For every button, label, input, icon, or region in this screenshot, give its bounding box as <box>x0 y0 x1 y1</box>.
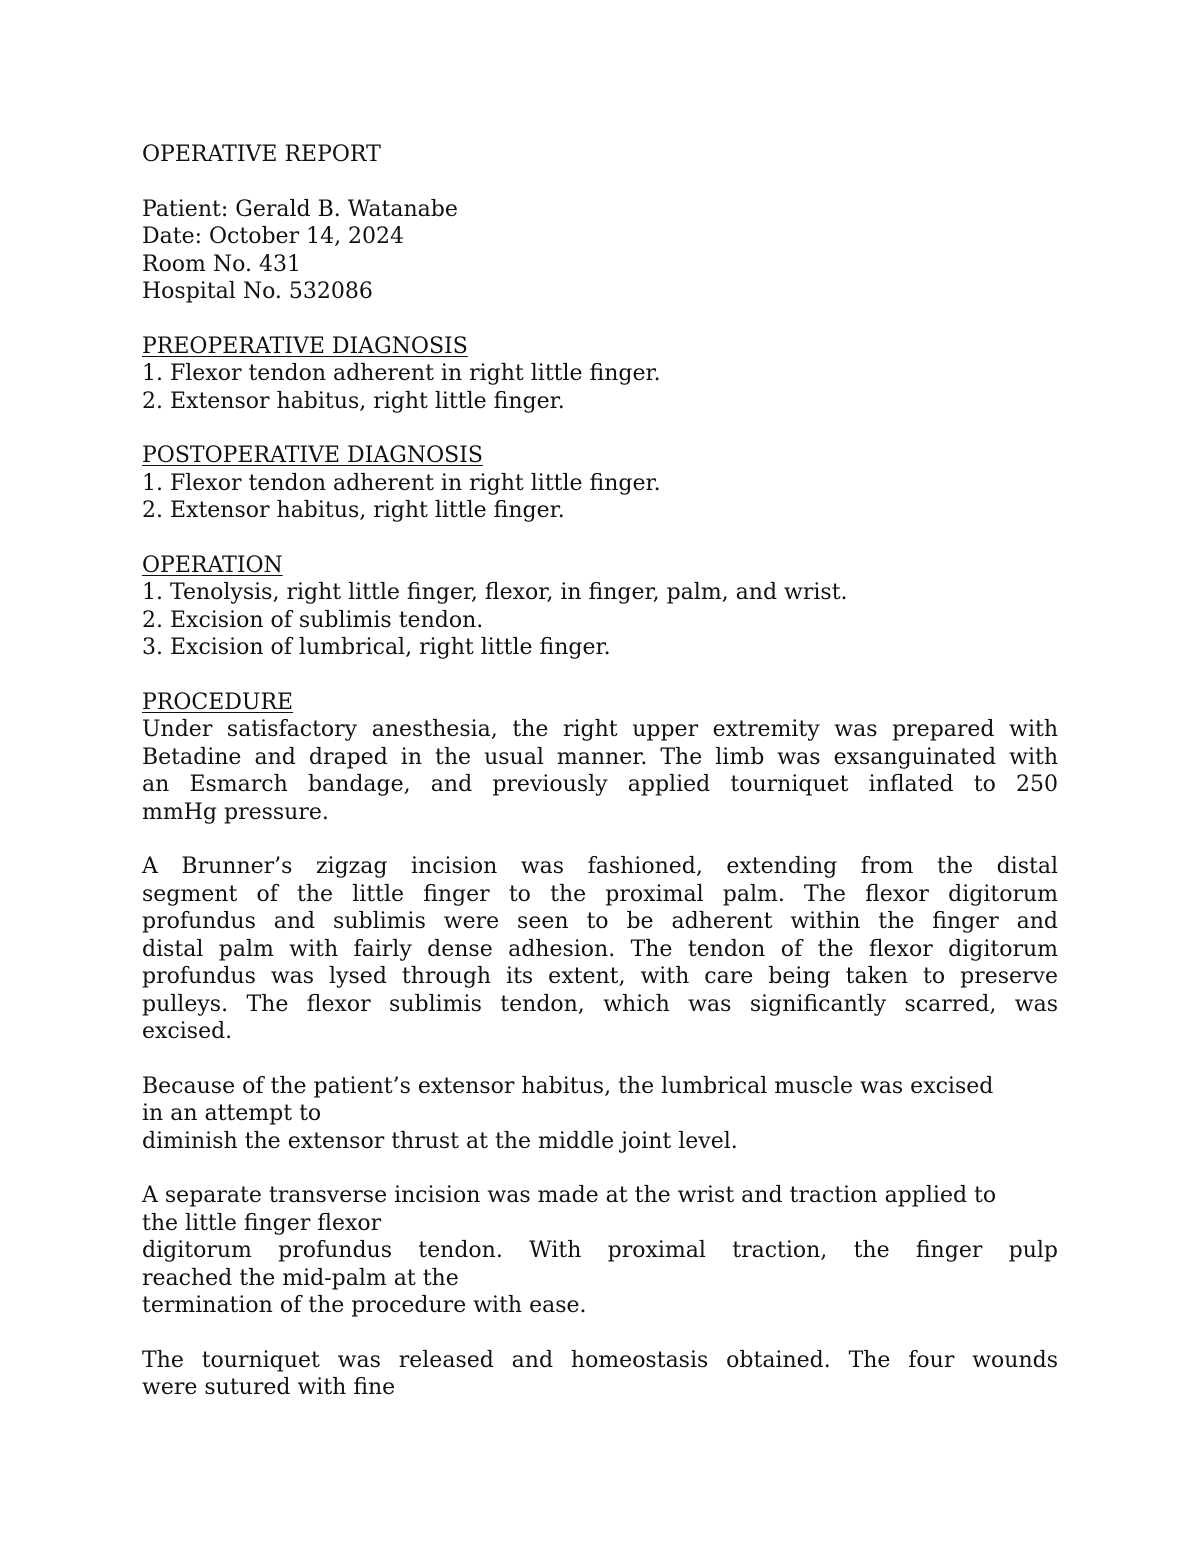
paragraph-line: The tourniquet was released and homeostasis obtained. The four wounds <box>142 1347 1058 1373</box>
preoperative-item: 1. Flexor tendon adherent in right little finger. <box>142 361 661 387</box>
document-title: OPERATIVE REPORT <box>142 142 381 167</box>
operation-section <box>142 552 1058 662</box>
preoperative-item: 2. Extensor habitus, right little finger. <box>142 388 565 414</box>
paragraph-line: A separate transverse incision was made at the wrist and traction applied to <box>142 1183 997 1209</box>
paragraph-line: profundus was lysed through its extent, with care being taken to preserve <box>142 964 1058 990</box>
operation-heading: OPERATION <box>142 553 283 579</box>
paragraph-line: reached the mid-palm at the <box>142 1265 459 1291</box>
paragraph-line: A Brunner’s zigzag incision was fashioned, extending from the distal <box>142 854 1058 880</box>
operation-item: 3. Excision of lumbrical, right little finger. <box>142 635 611 661</box>
paragraph-line: distal palm with fairly dense adhesion. The tendon of the flexor digitorum <box>142 936 1058 962</box>
paragraph-line: Betadine and draped in the usual manner. The limb was exsanguinated with <box>142 744 1058 770</box>
hospital-number: Hospital No. 532086 <box>142 279 373 305</box>
postoperative-heading: POSTOPERATIVE DIAGNOSIS <box>142 443 483 469</box>
patient-name: Patient: Gerald B. Watanabe <box>142 196 458 222</box>
document-page <box>142 141 1058 1402</box>
paragraph-line: diminish the extensor thrust at the middle joint level. <box>142 1128 738 1154</box>
procedure-paragraph-4 <box>142 1182 1058 1319</box>
paragraph-line: segment of the little finger to the proximal palm. The flexor digitorum <box>142 881 1058 907</box>
paragraph-line: excised. <box>142 1018 233 1044</box>
patient-info <box>142 196 1058 306</box>
preoperative-heading: PREOPERATIVE DIAGNOSIS <box>142 333 468 359</box>
postoperative-section <box>142 442 1058 524</box>
paragraph-line: profundus and sublimis were seen to be adherent within the finger and <box>142 909 1058 935</box>
report-date: Date: October 14, 2024 <box>142 224 405 250</box>
postoperative-item: 1. Flexor tendon adherent in right little finger. <box>142 470 661 496</box>
paragraph-line: in an attempt to <box>142 1101 322 1127</box>
procedure-paragraph-1 <box>142 716 1058 826</box>
paragraph-line: Under satisfactory anesthesia, the right upper extremity was prepared with <box>142 717 1058 743</box>
procedure-paragraph-2 <box>142 853 1058 1045</box>
paragraph-line: termination of the procedure with ease. <box>142 1292 587 1318</box>
room-number: Room No. 431 <box>142 251 301 277</box>
procedure-heading: PROCEDURE <box>142 690 294 716</box>
procedure-section <box>142 689 1058 1402</box>
paragraph-line: the little finger flexor <box>142 1210 382 1236</box>
postoperative-item: 2. Extensor habitus, right little finger. <box>142 498 565 524</box>
operation-item: 1. Tenolysis, right little finger, flexor, in finger, palm, and wrist. <box>142 580 848 606</box>
paragraph-line: digitorum profundus tendon. With proximal traction, the finger pulp <box>142 1238 1058 1264</box>
paragraph-line: were sutured with fine <box>142 1375 396 1401</box>
paragraph-line: mmHg pressure. <box>142 799 329 825</box>
paragraph-line: pulleys. The flexor sublimis tendon, which was significantly scarred, was <box>142 991 1058 1017</box>
paragraph-line: Because of the patient’s extensor habitus, the lumbrical muscle was excised <box>142 1073 994 1099</box>
procedure-paragraph-3 <box>142 1073 1058 1155</box>
paragraph-line: an Esmarch bandage, and previously applied tourniquet inflated to 250 <box>142 772 1058 798</box>
preoperative-section <box>142 333 1058 415</box>
procedure-paragraph-5 <box>142 1347 1058 1402</box>
operation-item: 2. Excision of sublimis tendon. <box>142 607 484 633</box>
